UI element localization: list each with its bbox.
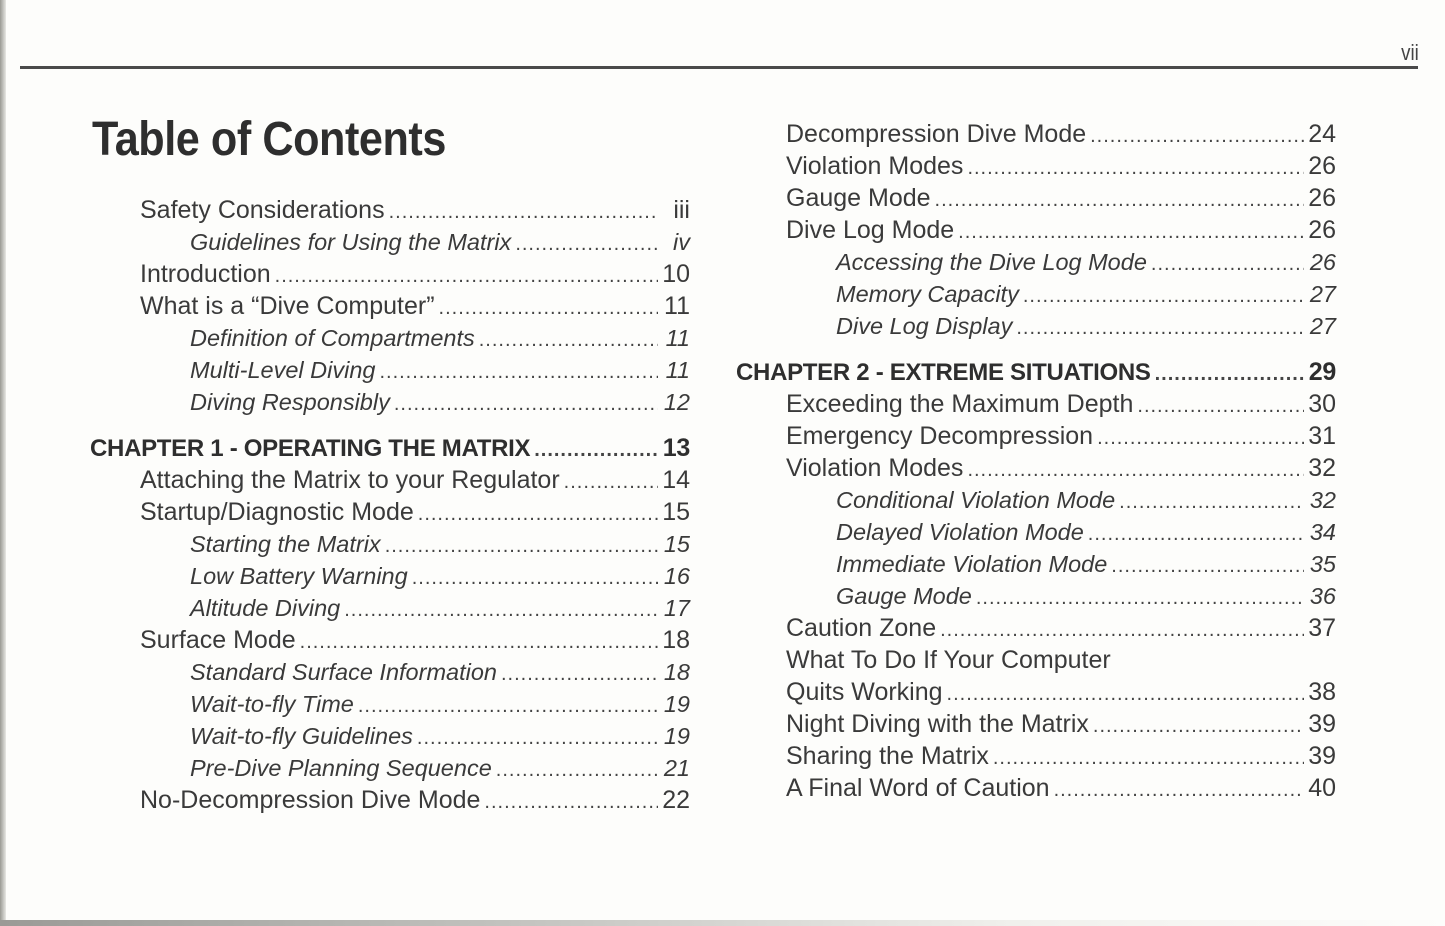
toc-entry-title: Dive Log Display bbox=[836, 313, 1013, 339]
dot-leader bbox=[1090, 120, 1304, 152]
dot-leader bbox=[1137, 390, 1304, 422]
dot-leader bbox=[496, 754, 658, 786]
toc-entry-title: Wait-to-fly Guidelines bbox=[190, 723, 413, 749]
toc-page-number: 13 bbox=[662, 434, 690, 462]
dot-leader bbox=[1054, 774, 1304, 806]
toc-entry[interactable] bbox=[90, 528, 690, 560]
dot-leader bbox=[1111, 550, 1304, 582]
dot-leader bbox=[479, 324, 658, 356]
toc-entry-title: Night Diving with the Matrix bbox=[786, 710, 1089, 738]
scan-bottom-edge bbox=[0, 920, 1445, 926]
toc-entry[interactable] bbox=[736, 310, 1336, 342]
toc-entry-title: Exceeding the Maximum Depth bbox=[786, 390, 1134, 418]
toc-page-number: 30 bbox=[1308, 390, 1336, 418]
toc-entry-title: Dive Log Mode bbox=[786, 216, 955, 244]
toc-page-number: 34 bbox=[1309, 519, 1336, 545]
toc-entry[interactable] bbox=[90, 386, 690, 418]
dot-leader bbox=[394, 388, 658, 420]
toc-entry-title: What is a “Dive Computer” bbox=[140, 292, 435, 320]
dot-leader bbox=[385, 530, 658, 562]
toc-page-number: 27 bbox=[1309, 313, 1336, 339]
toc-entry[interactable] bbox=[736, 612, 1336, 644]
toc-entry[interactable] bbox=[90, 464, 690, 496]
toc-entry-title: Caution Zone bbox=[786, 614, 937, 642]
toc-entry-title: Wait-to-fly Time bbox=[190, 691, 354, 717]
toc-entry-title: Safety Considerations bbox=[140, 196, 385, 224]
toc-entry-title: Conditional Violation Mode bbox=[836, 487, 1116, 513]
toc-entry[interactable] bbox=[736, 182, 1336, 214]
toc-entry[interactable] bbox=[736, 214, 1336, 246]
toc-entry[interactable] bbox=[736, 740, 1336, 772]
dot-leader bbox=[484, 786, 658, 818]
page-title: Table of Contents bbox=[92, 113, 446, 166]
dot-leader bbox=[1097, 422, 1304, 454]
toc-entry[interactable] bbox=[90, 688, 690, 720]
toc-entry[interactable] bbox=[736, 278, 1336, 310]
dot-leader bbox=[1119, 486, 1304, 518]
dot-leader bbox=[412, 562, 658, 594]
toc-page-number: 26 bbox=[1308, 152, 1336, 180]
toc-page-number: 22 bbox=[662, 786, 690, 814]
toc-entry-title: Standard Surface Information bbox=[190, 659, 497, 685]
toc-page-number: 19 bbox=[663, 723, 690, 749]
toc-chapter-heading[interactable] bbox=[90, 432, 690, 464]
toc-entry-title: Quits Working bbox=[786, 678, 943, 706]
toc-entry[interactable] bbox=[90, 560, 690, 592]
toc-entry[interactable] bbox=[736, 118, 1336, 150]
toc-entry-title: Low Battery Warning bbox=[190, 563, 408, 589]
toc-entry-title: Gauge Mode bbox=[836, 583, 972, 609]
toc-page-number: 21 bbox=[663, 755, 690, 781]
header-rule bbox=[20, 66, 1418, 69]
toc-entry[interactable] bbox=[736, 150, 1336, 182]
toc-entry[interactable] bbox=[90, 592, 690, 624]
toc-page-number: iv bbox=[673, 229, 690, 255]
toc-page-number: 40 bbox=[1308, 774, 1336, 802]
toc-entry[interactable] bbox=[90, 354, 690, 386]
toc-entry-title: Emergency Decompression bbox=[786, 422, 1094, 450]
toc-page-number: 27 bbox=[1309, 281, 1336, 307]
toc-chapter-heading[interactable] bbox=[736, 356, 1336, 388]
toc-page-number: 12 bbox=[663, 389, 690, 415]
dot-leader bbox=[501, 658, 658, 690]
toc-entry-title: Multi-Level Diving bbox=[190, 357, 376, 383]
toc-page-number: 39 bbox=[1308, 710, 1336, 738]
toc-entry-title: CHAPTER 1 - OPERATING THE MATRIX bbox=[90, 435, 531, 462]
toc-entry[interactable] bbox=[736, 708, 1336, 740]
toc-entry-title: Pre-Dive Planning Sequence bbox=[190, 755, 492, 781]
toc-left-column bbox=[90, 194, 690, 816]
toc-entry-title: Starting the Matrix bbox=[190, 531, 381, 557]
toc-page-number: 18 bbox=[663, 659, 690, 685]
toc-entry[interactable] bbox=[736, 388, 1336, 420]
toc-entry[interactable] bbox=[736, 580, 1336, 612]
toc-page-number: 10 bbox=[662, 260, 690, 288]
dot-leader bbox=[947, 678, 1304, 710]
toc-entry-title: CHAPTER 2 - EXTREME SITUATIONS bbox=[736, 359, 1151, 386]
toc-entry[interactable] bbox=[90, 624, 690, 656]
toc-page-number: 31 bbox=[1308, 422, 1336, 450]
toc-entry-title: Memory Capacity bbox=[836, 281, 1019, 307]
toc-page-number: 11 bbox=[664, 292, 690, 320]
toc-entry-title: Violation Modes bbox=[786, 152, 964, 180]
toc-entry[interactable] bbox=[90, 720, 690, 752]
dot-leader bbox=[389, 196, 658, 228]
toc-page-number: 35 bbox=[1309, 551, 1336, 577]
dot-leader bbox=[1023, 280, 1304, 312]
toc-entry-title: What To Do If Your Computer bbox=[786, 646, 1111, 674]
toc-entry-title: Violation Modes bbox=[786, 454, 964, 482]
dot-leader bbox=[1155, 358, 1304, 390]
toc-page-number: 24 bbox=[1308, 120, 1336, 148]
toc-entry-title: Guidelines for Using the Matrix bbox=[190, 229, 512, 255]
toc-entry-title: Immediate Violation Mode bbox=[836, 551, 1108, 577]
toc-entry-title: A Final Word of Caution bbox=[786, 774, 1050, 802]
dot-leader bbox=[1016, 312, 1304, 344]
toc-entry-title: Sharing the Matrix bbox=[786, 742, 989, 770]
dot-leader bbox=[275, 260, 658, 292]
toc-entry-title: Introduction bbox=[140, 260, 271, 288]
dot-leader bbox=[1151, 248, 1304, 280]
toc-page-number: 11 bbox=[665, 325, 690, 351]
toc-page-number: 19 bbox=[663, 691, 690, 717]
toc-entry-title: No-Decompression Dive Mode bbox=[140, 786, 481, 814]
toc-entry[interactable] bbox=[90, 784, 690, 816]
dot-leader bbox=[300, 626, 658, 658]
dot-leader bbox=[935, 184, 1304, 216]
dot-leader bbox=[417, 722, 658, 754]
toc-entry[interactable] bbox=[736, 676, 1336, 708]
toc-entry[interactable] bbox=[736, 484, 1336, 516]
toc-entry-title: Definition of Compartments bbox=[190, 325, 475, 351]
dot-leader bbox=[958, 216, 1304, 248]
toc-entry-title: Delayed Violation Mode bbox=[836, 519, 1084, 545]
toc-entry-title: Gauge Mode bbox=[786, 184, 931, 212]
dot-leader bbox=[344, 594, 658, 626]
toc-entry[interactable] bbox=[736, 644, 1336, 676]
toc-right-column bbox=[736, 118, 1336, 804]
toc-page-number: 32 bbox=[1309, 487, 1336, 513]
toc-entry[interactable] bbox=[90, 194, 690, 226]
toc-entry[interactable] bbox=[90, 322, 690, 354]
toc-entry[interactable] bbox=[736, 548, 1336, 580]
toc-entry[interactable] bbox=[90, 496, 690, 528]
toc-entry[interactable] bbox=[90, 752, 690, 784]
dot-leader bbox=[976, 582, 1304, 614]
toc-page-number: 29 bbox=[1308, 358, 1336, 386]
toc-entry[interactable] bbox=[736, 452, 1336, 484]
dot-leader bbox=[379, 356, 658, 388]
toc-entry-title: Decompression Dive Mode bbox=[786, 120, 1087, 148]
toc-page-number: 14 bbox=[662, 466, 690, 494]
toc-page-number: 26 bbox=[1308, 216, 1336, 244]
dot-leader bbox=[967, 454, 1304, 486]
dot-leader bbox=[940, 614, 1304, 646]
scan-left-edge bbox=[0, 0, 6, 926]
dot-leader bbox=[1093, 710, 1304, 742]
dot-leader bbox=[1088, 518, 1304, 550]
toc-entry-title: Diving Responsibly bbox=[190, 389, 390, 415]
toc-entry-title: Attaching the Matrix to your Regulator bbox=[140, 466, 560, 494]
toc-entry[interactable] bbox=[736, 772, 1336, 804]
toc-entry[interactable] bbox=[90, 290, 690, 322]
dot-leader bbox=[358, 690, 658, 722]
toc-page-number: 15 bbox=[662, 498, 690, 526]
dot-leader bbox=[993, 742, 1304, 774]
dot-leader bbox=[515, 228, 658, 260]
toc-page-number: 18 bbox=[662, 626, 690, 654]
dot-leader bbox=[967, 152, 1304, 184]
toc-page-number: iii bbox=[673, 196, 690, 224]
toc-page-number: 26 bbox=[1308, 184, 1336, 212]
dot-leader bbox=[564, 466, 658, 498]
toc-entry[interactable] bbox=[736, 516, 1336, 548]
toc-page-number: 26 bbox=[1309, 249, 1336, 275]
toc-page-number: 38 bbox=[1308, 678, 1336, 706]
toc-page-number: 11 bbox=[665, 357, 690, 383]
toc-entry-title: Surface Mode bbox=[140, 626, 296, 654]
toc-page-number: 37 bbox=[1308, 614, 1336, 642]
toc-page-number: 36 bbox=[1309, 583, 1336, 609]
dot-leader bbox=[418, 498, 658, 530]
toc-page-number: 15 bbox=[663, 531, 690, 557]
toc-entry[interactable] bbox=[736, 420, 1336, 452]
page-number: vii bbox=[1401, 40, 1419, 65]
toc-entry[interactable] bbox=[90, 656, 690, 688]
toc-page-number: 16 bbox=[663, 563, 690, 589]
toc-page-number: 39 bbox=[1308, 742, 1336, 770]
toc-entry[interactable] bbox=[736, 246, 1336, 278]
toc-entry[interactable] bbox=[90, 258, 690, 290]
toc-entry-title: Altitude Diving bbox=[190, 595, 341, 621]
toc-entry-title: Startup/Diagnostic Mode bbox=[140, 498, 414, 526]
dot-leader bbox=[439, 292, 658, 324]
toc-page-number: 17 bbox=[663, 595, 690, 621]
toc-entry-title: Accessing the Dive Log Mode bbox=[836, 249, 1147, 275]
dot-leader bbox=[534, 434, 658, 466]
toc-page-number: 32 bbox=[1308, 454, 1336, 482]
toc-entry[interactable] bbox=[90, 226, 690, 258]
